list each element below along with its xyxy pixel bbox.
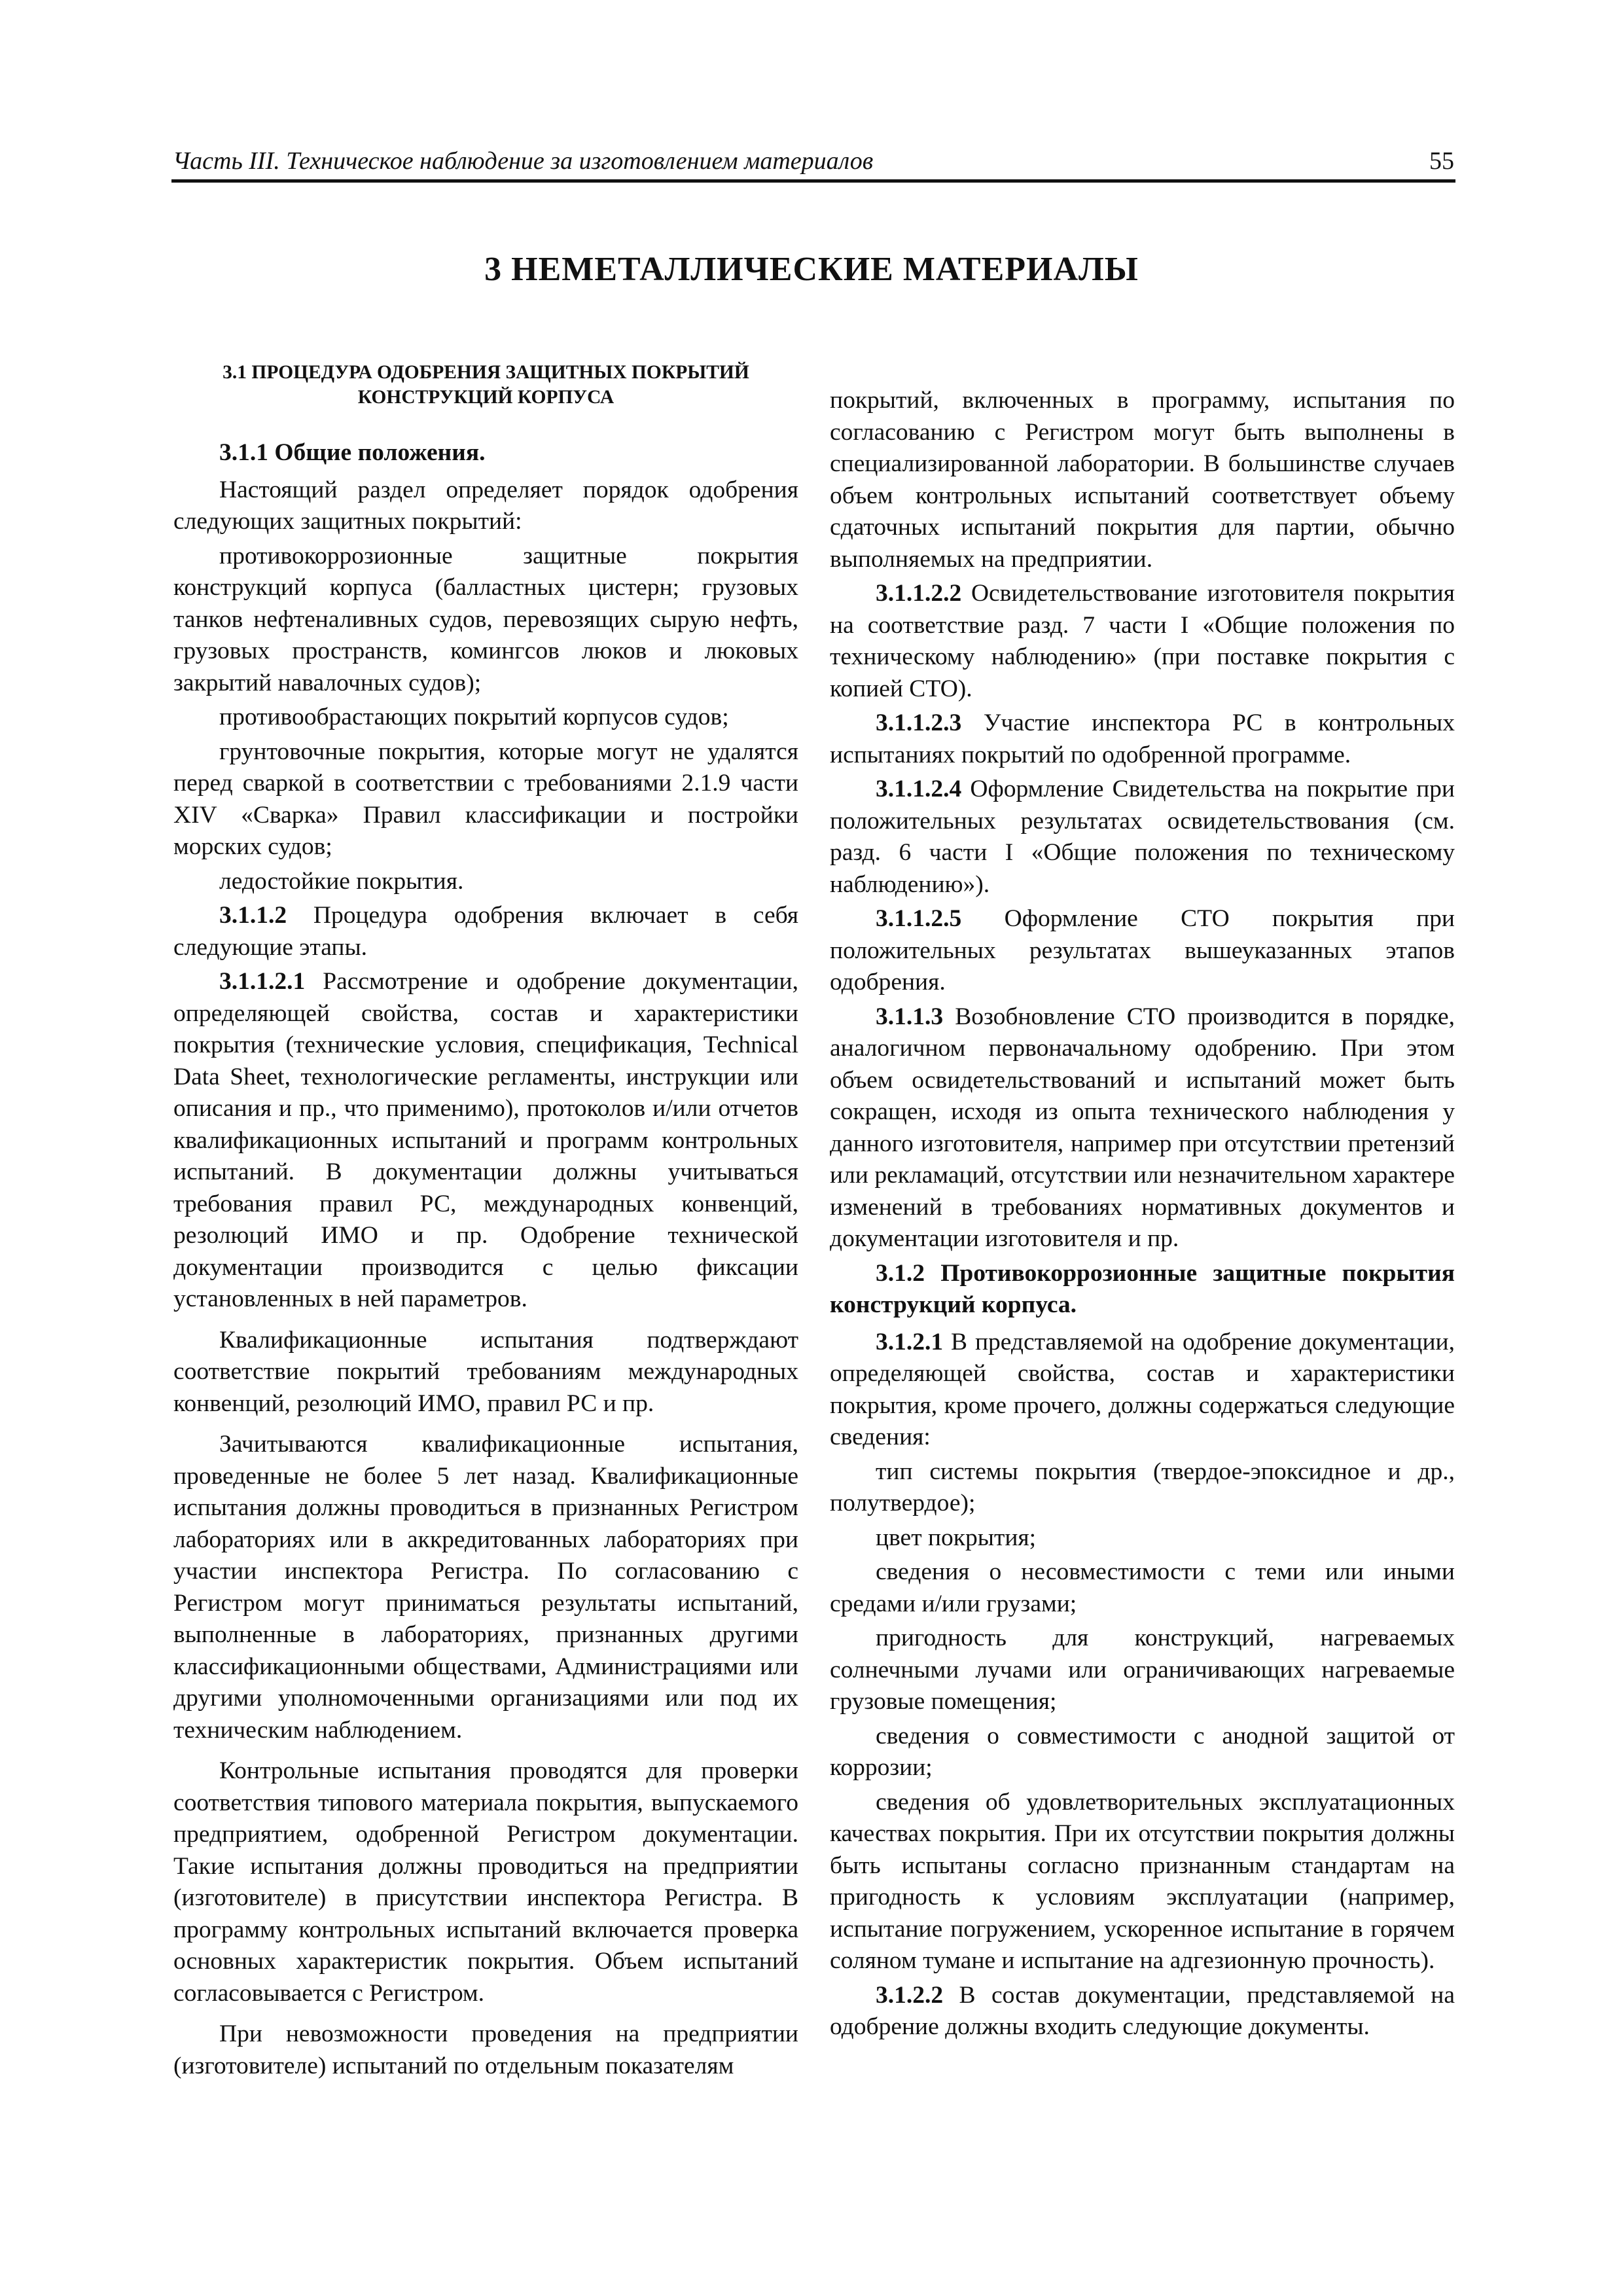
subsection-title: 3.1.2 Противокоррозионные защитные покрытия конструкций корпуса. [830, 1259, 1455, 1318]
paragraph: Зачитываются квалификационные испытания, проведенные не более 5 лет назад. Квалификационные испытания должны проводиться в признанных Регистром лабораториях или в аккредитованных лабораториях при участии инспектора Регистра. По согласованию с Регистром могут приниматься результаты испытаний, выполненные в лабораториях, признанных другими классификационными обществами, Администрациями или другими уполномоченными организациями или под их техническим наблюдением. [173, 1431, 798, 1744]
section-title: 3.1 ПРОЦЕДУРА ОДОБРЕНИЯ ЗАЩИТНЫХ ПОКРЫТИЙ КОНСТРУКЦИЙ КОРПУСА [223, 362, 749, 408]
paragraph: пригодность для конструкций, нагреваемых солнечными лучами или ограничивающих нагреваемые грузовые помещения; [830, 1624, 1455, 1715]
clause-number: 3.1.1.2 [219, 902, 287, 929]
paragraph [830, 578, 1455, 705]
paragraph [173, 900, 798, 963]
paragraph [830, 774, 1455, 901]
clause-text: Оформление СТО покрытия при положительных результатах вышеуказанных этапов одобрения. [830, 905, 1455, 996]
paragraph: Квалификационные испытания подтверждают соответствие покрытий требованиям международных конвенций, резолюций ИМО, правил РС и пр. [173, 1326, 798, 1417]
page-number: 55 [1429, 147, 1454, 175]
paragraph: тип системы покрытия (твердое-эпоксидное и др., полутвердое); [830, 1458, 1455, 1516]
running-header [171, 139, 1455, 183]
paragraph [830, 1001, 1455, 1255]
running-title: Часть III. Техническое наблюдение за изготовлением материалов [173, 147, 874, 175]
paragraph: покрытий, включенных в программу, испытания по согласованию с Регистром могут быть выполнены в специализированной лаборатории. В большинстве случаев объем контрольных испытаний соответствует объему сдаточных испытаний покрытия для партии, обычно выполняемых на предприятии. [830, 387, 1455, 573]
clause-number: 3.1.1.2.5 [876, 905, 962, 932]
paragraph [830, 903, 1455, 999]
paragraph: противокоррозионные защитные покрытия конструкций корпуса (балластных цистерн; грузовых танков нефтеналивных судов, перевозящих сырую нефть, грузовых пространств, комингсов люков и люковых закрытий навалочных судов); [173, 542, 798, 696]
clause-text: Оформление Свидетельства на покрытие при положительных результатах освидетельствования (см. разд. 6 части I «Общие положения по техническому наблюдению»). [830, 776, 1455, 898]
clause-number: 3.1.1.2.3 [876, 709, 962, 736]
clause-number: 3.1.2.1 [876, 1328, 944, 1355]
paragraph: цвет покрытия; [876, 1524, 1037, 1551]
clause-number: 3.1.2.2 [876, 1981, 944, 2009]
clause-text: В состав документации, представляемой на одобрение должны входить следующие документы. [830, 1981, 1455, 2040]
paragraph: сведения о совместимости с анодной защитой от коррозии; [830, 1722, 1455, 1781]
subsection-title: 3.1.1 Общие положения. [219, 439, 486, 466]
paragraph: противообрастающих покрытий корпусов судов; [219, 704, 729, 730]
paragraph: грунтовочные покрытия, которые могут не удалятся перед сваркой в соответствии с требованиями 2.1.9 части XIV «Сварка» Правил классификации и постройки морских судов; [173, 738, 798, 860]
paragraph: сведения об удовлетворительных эксплуатационных качествах покрытия. При их отсутствии покрытия должны быть испытаны согласно признанным стандартам на пригодность к условиям эксплуатации (например, испытание погружением, ускоренное испытание в горячем соляном тумане и испытание на адгезионную прочность). [830, 1788, 1455, 1974]
clause-text: Процедура одобрения включает в себя следующие этапы. [173, 902, 798, 961]
paragraph: ледостойкие покрытия. [219, 867, 464, 895]
paragraph [830, 1980, 1455, 2043]
clause-number: 3.1.1.2.2 [876, 580, 962, 607]
left-column [173, 360, 798, 2085]
clause-number: 3.1.1.2.4 [876, 776, 962, 802]
clause-text: Участие инспектора РС в контрольных испытаниях покрытий по одобренной программе. [830, 709, 1455, 768]
paragraph: Настоящий раздел определяет порядок одобрения следующих защитных покрытий: [173, 476, 798, 535]
paragraph: сведения о несовместимости с теми или иными средами и/или грузами; [830, 1558, 1455, 1617]
paragraph [830, 708, 1455, 771]
clause-number: 3.1.1.2.1 [219, 968, 306, 995]
clause-text: В представляемой на одобрение документации, определяющей свойства, состав и характеристики покрытия, кроме прочего, должны содержаться следующие сведения: [830, 1328, 1455, 1450]
paragraph [173, 966, 798, 1316]
paragraph: Контрольные испытания проводятся для проверки соответствия типового материала покрытия, выпускаемого предприятием, одобренной Регистром документации. Такие испытания должны проводиться на предприятии (изготовителе) в присутствии инспектора Регистра. В программу контрольных испытаний включается проверка основных характеристик покрытия. Объем испытаний согласовывается с Регистром. [173, 1757, 798, 2007]
right-column [830, 385, 1455, 2046]
clause-number: 3.1.1.3 [876, 1003, 944, 1030]
clause-text: Рассмотрение и одобрение документации, определяющей свойства, состав и характеристики покрытия (технические условия, спецификация, Technical Data Sheet, технологические регламенты, инструкции или описания и пр., что применимо), протоколов и/или отчетов квалификационных испытаний и программ контрольных испытаний. В документации должны учитываться требования правил РС, международных конвенций, резолюций ИМО и пр. Одобрение технической документации производится с целью фиксации установленных в ней параметров. [173, 968, 798, 1312]
paragraph [830, 1327, 1455, 1454]
paragraph: При невозможности проведения на предприятии (изготовителе) испытаний по отдельным показателям [173, 2020, 798, 2079]
clause-text: Возобновление СТО производится в порядке, аналогичном первоначальному одобрению. При этом объем освидетельствований и испытаний может быть сокращен, исходя из опыта технического наблюдения у данного изготовителя, например при отсутствии претензий или рекламаций, отсутствии или незначительном характере изменений в требованиях нормативных документов и документации изготовителя и пр. [830, 1003, 1455, 1252]
clause-text: Освидетельствование изготовителя покрытия на соответствие разд. 7 части I «Общие положения по техническому наблюдению» (при поставке покрытия с копией СТО). [830, 580, 1455, 702]
chapter-title: 3 НЕМЕТАЛЛИЧЕСКИЕ МАТЕРИАЛЫ [484, 251, 1139, 288]
